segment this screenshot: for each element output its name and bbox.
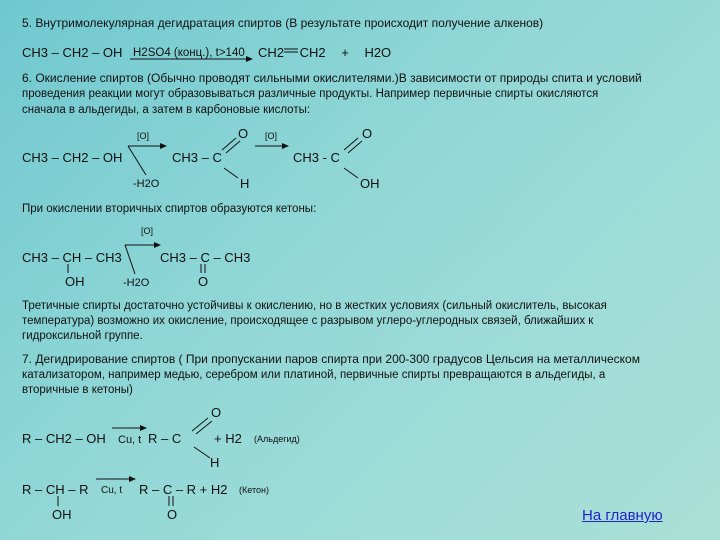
s7-text-line3: вторичные в кетоны): [22, 384, 133, 396]
aldehyde-co-bond-2: [226, 141, 240, 153]
secondary-alcohol: CH3 – CH – CH3: [22, 250, 122, 265]
aldehyde-hydrogen: H: [240, 176, 250, 191]
tertiary-line1: Третичные спирты достаточно устойчивы к окислению, но в жестких условиях (сильный окислитель, высокая: [22, 300, 607, 312]
tertiary-line3: гидроксильной группе.: [22, 330, 143, 342]
oxidant-label-3: [O]: [141, 226, 154, 236]
s6-water-bend-2: [125, 245, 135, 274]
s6-text-line3: сначала в альдегиды, а затем в карбоновые кислоты:: [22, 104, 311, 116]
r1-note: (Альдегид): [254, 434, 300, 444]
r2-hydroxyl: OH: [52, 507, 72, 522]
acid-oxygen: O: [362, 126, 373, 141]
s6-text-line2: проведения реакции могут образовываться различные продукты. Например первичные спирты окисляются: [22, 88, 599, 100]
primary-alcohol: CH3 – CH2 – OH: [22, 150, 123, 165]
s6-water-bend: [128, 146, 146, 175]
secondary-note: При окислении вторичных спиртов образуются кетоны:: [22, 203, 317, 215]
section5-heading: 5. Внутримолекулярная дегидратация спиртов (В результате происходит получение алкенов): [22, 16, 544, 30]
r1-co-bond-2: [196, 421, 212, 434]
s7-text-line2: катализатором, например медью, серебром или платиной, первичные спирты превращаются в альдегиды, а: [22, 369, 606, 381]
r1-plus-h2: + H2: [214, 431, 242, 446]
r2-oxygen: O: [167, 507, 178, 522]
r2-condition: Cu, t: [101, 485, 123, 496]
r1-product: R – C: [148, 431, 182, 446]
acid-hydroxyl: OH: [360, 176, 380, 191]
tertiary-line2: температура) возможно их окисление, происходящее с разрывом углеро-углеродных связей, ближайших к: [22, 315, 594, 327]
aldehyde-co-bond-1: [222, 138, 236, 150]
water-loss-label: -H2O: [133, 178, 160, 190]
water-loss-label-2: -H2O: [123, 277, 150, 289]
ketone-formula: CH3 – C – CH3: [160, 250, 251, 265]
secondary-hydroxyl: OH: [65, 274, 85, 289]
section6-heading: 6. Окисление спиртов (Обычно проводят сильными окислителями.)В зависимости от природы спита и условий: [22, 71, 642, 85]
oxidant-label-1: [O]: [137, 131, 150, 141]
r1-reactant: R – CH2 – OH: [22, 431, 106, 446]
r1-hydrogen: H: [210, 455, 220, 470]
r2-note: (Кетон): [239, 485, 269, 495]
aldehyde-oxygen: O: [238, 126, 249, 141]
s5-condition: H2SO4 (конц.), t>140: [133, 47, 245, 59]
acid-coh-bond: [344, 168, 358, 178]
home-link[interactable]: На главную: [582, 507, 663, 524]
aldehyde-ch-bond: [224, 168, 238, 178]
s5-product: CH2 CH2 + H2O: [258, 45, 392, 60]
s5-reactant: CH3 – CH2 – OH: [22, 45, 123, 60]
acid-formula: CH3 - C: [293, 150, 340, 165]
r1-co-bond-1: [192, 418, 208, 431]
acid-co-bond-1: [344, 138, 358, 150]
r1-oxygen: O: [211, 405, 222, 420]
r1-condition: Cu, t: [118, 434, 142, 446]
aldehyde-formula: CH3 – C: [172, 150, 222, 165]
r1-ch-bond: [194, 447, 210, 458]
r2-product: R – C – R + H2: [139, 482, 228, 497]
section7-heading: 7. Дегидрирование спиртов ( При пропускании паров спирта при 200-300 градусов Цельсия на металлическом: [22, 352, 640, 366]
acid-co-bond-2: [348, 141, 362, 153]
ketone-oxygen: O: [198, 274, 209, 289]
oxidant-label-2: [O]: [265, 131, 278, 141]
r2-reactant: R – CH – R: [22, 482, 89, 497]
